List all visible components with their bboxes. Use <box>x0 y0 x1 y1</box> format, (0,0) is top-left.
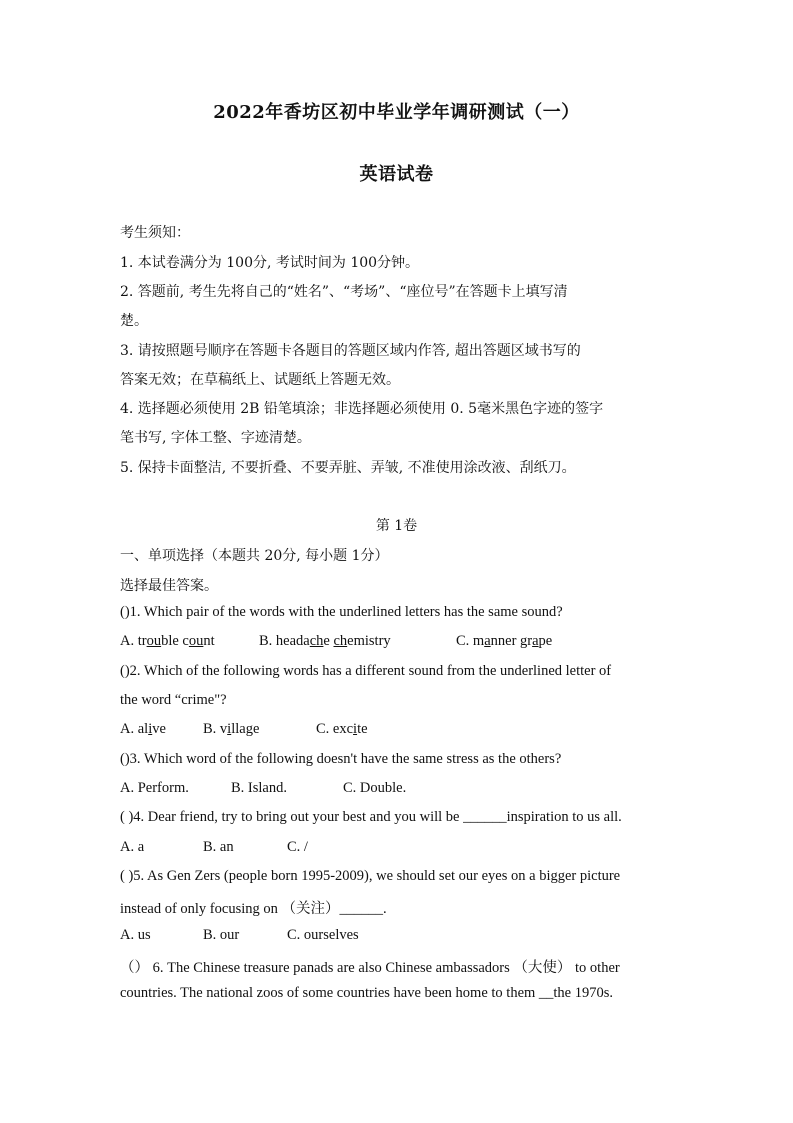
question-1-option-c: C. manner grape <box>456 633 553 649</box>
question-3-option-a: A. Perform. <box>120 780 189 796</box>
question-4-stem: ( )4. Dear friend, try to bring out your best and you will be ______inspiration to us all. <box>120 809 622 825</box>
notice-item-4b: 笔书写, 字体工整、字迹清楚。 <box>120 430 311 446</box>
volume-label: 第 1卷 <box>375 518 418 534</box>
question-3-option-c: C. Double. <box>343 780 407 796</box>
notice-item-2b: 楚。 <box>120 313 148 329</box>
question-1-stem: ()1. Which pair of the words with the underlined letters has the same sound? <box>120 604 563 620</box>
question-1-option-a: A. trouble count <box>120 633 215 649</box>
notice-item-3a: 3. 请按照题号顺序在答题卡各题目的答题区域内作答, 超出答题区域书写的 <box>120 343 581 359</box>
notice-item-2a: 2. 答题前, 考生先将自己的“姓名”、“考场”、“座位号”在答题卡上填写清 <box>120 284 568 300</box>
question-5-stem-line1: ( )5. As Gen Zers (people born 1995-2009), we should set our eyes on a bigger picture <box>120 868 621 884</box>
exam-title: 2022年香坊区初中毕业学年调研测试（一） <box>213 102 580 123</box>
notice-heading: 考生须知： <box>120 225 190 241</box>
question-1-option-b: B. headache chemistry <box>259 633 391 649</box>
question-2-option-c: C. excite <box>316 721 368 737</box>
question-3-stem: ()3. Which word of the following doesn't have the same stress as the others? <box>120 751 562 767</box>
section-instruction: 选择最佳答案。 <box>120 578 218 594</box>
section-heading: 一、单项选择（本题共 20分, 每小题 1分） <box>120 548 389 564</box>
notice-item-5: 5. 保持卡面整洁, 不要折叠、不要弄脏、弄皱, 不准使用涂改液、刮纸刀。 <box>120 460 576 476</box>
notice-item-3b: 答案无效；在草稿纸上、试题纸上答题无效。 <box>120 372 400 388</box>
question-2-option-b: B. village <box>203 721 260 737</box>
question-3-option-b: B. Island. <box>231 780 287 796</box>
notice-item-1: 1. 本试卷满分为 100分, 考试时间为 100分钟。 <box>120 255 420 271</box>
question-6-stem-line2: countries. The national zoos of some countries have been home to them __the 1970s. <box>120 985 614 1001</box>
question-5-stem-line2: instead of only focusing on （关注）______. <box>120 901 387 917</box>
notice-item-4a: 4. 选择题必须使用 2B 铅笔填涂；非选择题必须使用 0. 5毫米黑色字迹的签字 <box>120 401 604 417</box>
question-4-option-b: B. an <box>203 839 234 855</box>
question-5-option-c: C. ourselves <box>287 927 359 943</box>
question-2-stem-line2: the word “crime"? <box>120 692 227 708</box>
question-2-stem-line1: ()2. Which of the following words has a different sound from the underlined letter of <box>120 663 612 679</box>
question-5-option-a: A. us <box>120 927 151 943</box>
question-4-option-c: C. / <box>287 839 308 855</box>
question-2-option-a: A. alive <box>120 721 166 737</box>
question-6-stem-line1: （） 6. The Chinese treasure panads are also Chinese ambassadors （大使） to other <box>120 960 620 976</box>
question-5-option-b: B. our <box>203 927 240 943</box>
question-4-option-a: A. a <box>120 839 145 855</box>
exam-subtitle: 英语试卷 <box>359 164 434 185</box>
